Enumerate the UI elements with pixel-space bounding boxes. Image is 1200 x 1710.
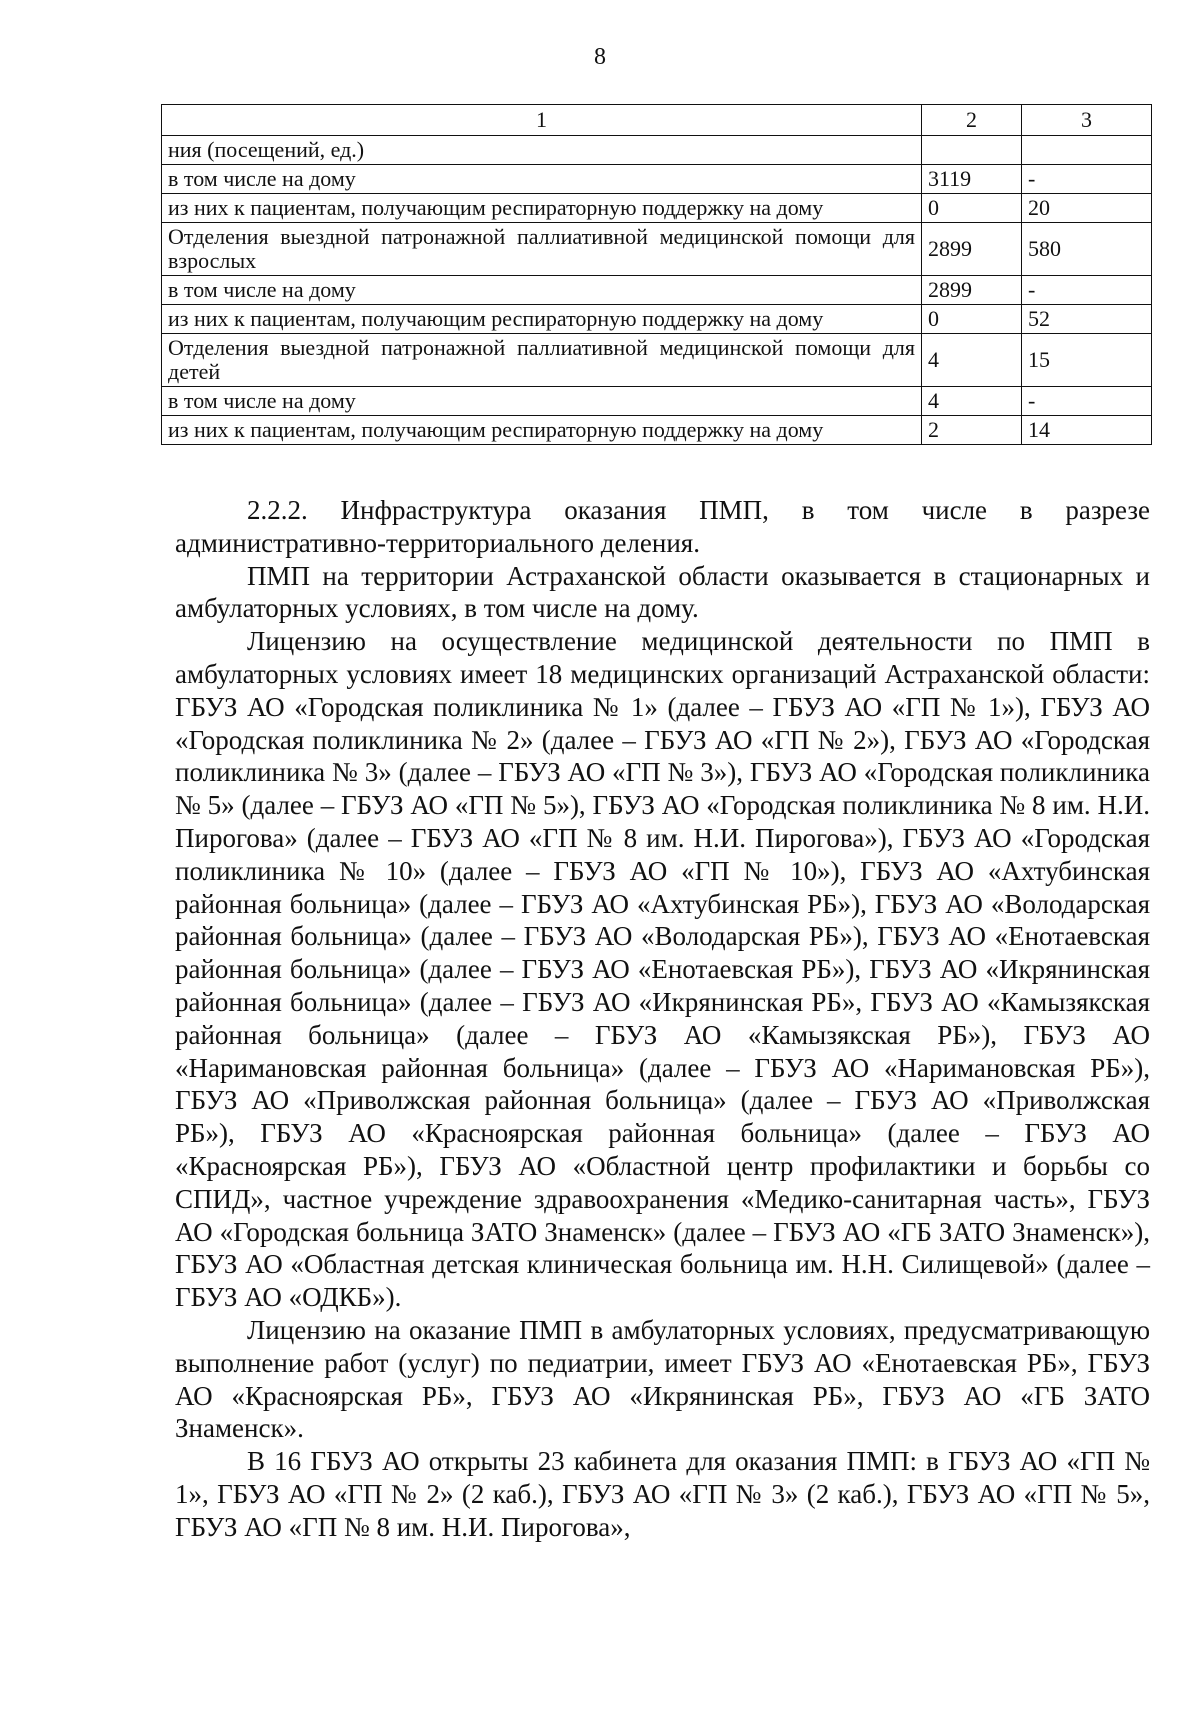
table-row-label: ния (посещений, ед.) xyxy=(162,136,922,165)
table-cell-col3: - xyxy=(1022,387,1152,416)
table-cell-col2: 4 xyxy=(922,334,1022,387)
table-cell-col3: 52 xyxy=(1022,305,1152,334)
body-paragraph: ПМП на территории Астраханской области оказывается в стационарных и амбулаторных условиях, в том числе на дому. xyxy=(175,560,1150,624)
table-cell-col2: 2899 xyxy=(922,223,1022,276)
table-row-label: из них к пациентам, получающим респираторную поддержку на дому xyxy=(162,305,922,334)
table-row xyxy=(162,194,1152,223)
table-header-cell: 1 xyxy=(162,105,922,136)
table-cell-col3: 20 xyxy=(1022,194,1152,223)
table-header-row xyxy=(162,105,1152,136)
page-number: 8 xyxy=(594,44,606,70)
section-heading-paragraph: 2.2.2. Инфраструктура оказания ПМП, в том числе в разрезе административно-территориального деления. xyxy=(175,495,1150,558)
body-paragraph: Лицензию на оказание ПМП в амбулаторных условиях, предусматривающую выполнение работ (услуг) по педиатрии, имеет ГБУЗ АО «Енотаевская РБ», ГБУЗ АО «Красноярская РБ», ГБУЗ АО «Икрянинская РБ», ГБУЗ АО «ГБ ЗАТО Знаменск». xyxy=(175,1314,1150,1444)
table-row xyxy=(162,223,1152,276)
table-row xyxy=(162,136,1152,165)
table-cell-col3: 580 xyxy=(1022,223,1152,276)
body-paragraph: В 16 ГБУЗ АО открыты 23 кабинета для оказания ПМП: в ГБУЗ АО «ГП № 1», ГБУЗ АО «ГП № 2» (2 каб.), ГБУЗ АО «ГП № 3» (2 каб.), ГБУЗ АО «ГП № 5», ГБУЗ АО «ГП № 8 им. Н.И. Пирогова», xyxy=(175,1446,1150,1542)
table-row-label: из них к пациентам, получающим респираторную поддержку на дому xyxy=(162,194,922,223)
table-row-label: Отделения выездной патронажной паллиативной медицинской помощи для детей xyxy=(162,334,922,387)
table-row xyxy=(162,334,1152,387)
table-row xyxy=(162,416,1152,445)
table-row xyxy=(162,305,1152,334)
table-cell-col3: - xyxy=(1022,276,1152,305)
table-row-label: в том числе на дому xyxy=(162,165,922,194)
table-row-label: Отделения выездной патронажной паллиативной медицинской помощи для взрослых xyxy=(162,223,922,276)
body-paragraph: Лицензию на осуществление медицинской деятельности по ПМП в амбулаторных условиях имеет 18 медицинских организаций Астраханской области: ГБУЗ АО «Городская поликлиника № 1» (далее – ГБУЗ АО «ГП № 1»), ГБУЗ АО «Городская поликлиника № 2» (далее – ГБУЗ АО «ГП № 2»), ГБУЗ АО «Городская поликлиника № 3» (далее – ГБУЗ АО «ГП № 3»), ГБУЗ АО «Городская поликлиника № 5» (далее – ГБУЗ АО «ГП № 5»), ГБУЗ АО «Городская поликлиника № 8 им. Н.И. Пирогова» (далее – ГБУЗ АО «ГП № 8 им. Н.И. Пирогова»), ГБУЗ АО «Городская поликлиника № 10» (далее – ГБУЗ АО «ГП № 10»), ГБУЗ АО «Ахтубинская районная больница» (далее – ГБУЗ АО «Ахтубинская РБ»), ГБУЗ АО «Володарская районная больница» (далее – ГБУЗ АО «Володарская РБ»), ГБУЗ АО «Енотаевская районная больница» (далее – ГБУЗ АО «Енотаевская РБ»), ГБУЗ АО «Икрянинская районная больница» (далее – ГБУЗ АО «Икрянинская РБ», ГБУЗ АО «Камызякская районная больница» (далее – ГБУЗ АО «Камызякская РБ»), ГБУЗ АО «Наримановская районная больница» (далее – ГБУЗ АО «Наримановская РБ»), ГБУЗ АО «Приволжская районная больница» (далее – ГБУЗ АО «Приволжская РБ»), ГБУЗ АО «Красноярская районная больница» (далее – ГБУЗ АО «Красноярская РБ»), ГБУЗ АО «Областной центр профилактики и борьбы со СПИД», частное учреждение здравоохранения «Медико-санитарная часть», ГБУЗ АО «Городская больница ЗАТО Знаменск» (далее – ГБУЗ АО «ГБ ЗАТО Знаменск»), ГБУЗ АО «Областная детская клиническая больница им. Н.Н. Силищевой» (далее – ГБУЗ АО «ОДКБ»). xyxy=(175,626,1150,1313)
table-row xyxy=(162,165,1152,194)
table-cell-col2: 0 xyxy=(922,305,1022,334)
table-cell-col3: 14 xyxy=(1022,416,1152,445)
table-cell-col3 xyxy=(1022,136,1152,165)
table-row-label: в том числе на дому xyxy=(162,387,922,416)
table-cell-col2: 3119 xyxy=(922,165,1022,194)
table-row-label: в том числе на дому xyxy=(162,276,922,305)
table-row xyxy=(162,276,1152,305)
table-cell-col2: 2 xyxy=(922,416,1022,445)
table-header-cell: 3 xyxy=(1022,105,1152,136)
table-cell-col2: 4 xyxy=(922,387,1022,416)
table-cell-col2: 0 xyxy=(922,194,1022,223)
table-row-label: из них к пациентам, получающим респираторную поддержку на дому xyxy=(162,416,922,445)
table-header-cell: 2 xyxy=(922,105,1022,136)
table-row xyxy=(162,387,1152,416)
statistics-table xyxy=(161,104,1152,445)
table-cell-col3: 15 xyxy=(1022,334,1152,387)
table-cell-col2 xyxy=(922,136,1022,165)
table-cell-col3: - xyxy=(1022,165,1152,194)
table-cell-col2: 2899 xyxy=(922,276,1022,305)
document-body xyxy=(175,494,1150,1544)
